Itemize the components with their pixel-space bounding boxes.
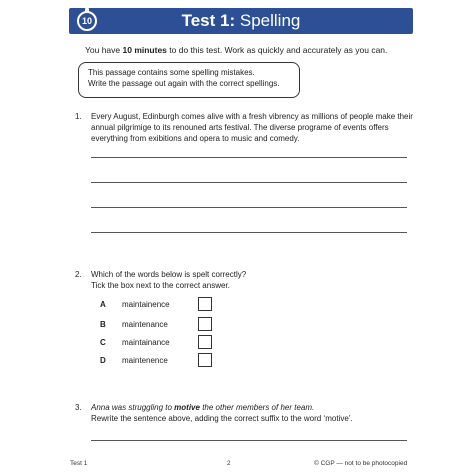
intro-after: to do this test. Work as quickly and accurately as you can. (166, 45, 388, 55)
sentence-key-word: motive (174, 403, 200, 412)
question-2-number: 2. (75, 270, 82, 279)
question-3-sentence (91, 402, 421, 413)
question-2-line-2: Tick the box next to the correct answer. (91, 281, 230, 290)
answer-line[interactable] (91, 157, 407, 158)
option-word: maintenence (122, 356, 168, 365)
answer-line[interactable] (91, 207, 407, 208)
title-main: Spelling (235, 11, 301, 30)
sentence-after: the other members of her team. (199, 403, 315, 412)
intro-before: You have (85, 45, 123, 55)
question-3-number: 3. (75, 403, 82, 412)
option-letter: B (100, 320, 106, 329)
option-letter: D (100, 356, 106, 365)
option-word: maintenance (122, 320, 168, 329)
answer-line[interactable] (91, 182, 407, 183)
intro-instructions (85, 45, 387, 55)
option-letter: A (100, 300, 106, 309)
question-3-line-2: Rewrite the sentence above, adding the correct suffix to the word ‘motive’. (91, 414, 353, 423)
question-2-line-1: Which of the words below is spelt correctly? (91, 270, 247, 279)
option-word: maintainance (122, 338, 170, 347)
notice-line-1: This passage contains some spelling mistakes. (88, 68, 255, 77)
option-letter: C (100, 338, 106, 347)
question-1-number: 1. (75, 112, 82, 121)
intro-time-limit: 10 minutes (122, 45, 167, 55)
timer-minutes: 10 (81, 16, 92, 26)
tick-box-d[interactable] (198, 353, 212, 367)
answer-line[interactable] (91, 440, 407, 441)
test-header-banner (69, 8, 413, 34)
notice-line-2: Write the passage out again with the correct spellings. (88, 79, 280, 88)
option-word: maintainence (122, 300, 170, 309)
footer-copyright: © CGP — not to be photocopied (314, 460, 408, 467)
question-3-prompt (91, 402, 421, 424)
page-title (69, 11, 413, 31)
tick-box-a[interactable] (198, 297, 212, 311)
question-1-passage: Every August, Edinburgh comes alive with a fresh vibrency as millions of people make their annual pilgrimige to its renouned arts festival. The diverse programe of events offers everything from exibitions and opera to music and comedy. (91, 112, 413, 143)
tick-box-c[interactable] (198, 335, 212, 349)
answer-line[interactable] (91, 232, 407, 233)
title-prefix: Test 1: (181, 11, 236, 30)
question-2-prompt (91, 269, 421, 291)
passage-notice-box (78, 62, 300, 98)
sentence-before: Anna was struggling to (91, 403, 175, 412)
tick-box-b[interactable] (198, 317, 212, 331)
footer-test-label: Test 1 (70, 460, 88, 467)
page-number: 2 (227, 460, 231, 467)
